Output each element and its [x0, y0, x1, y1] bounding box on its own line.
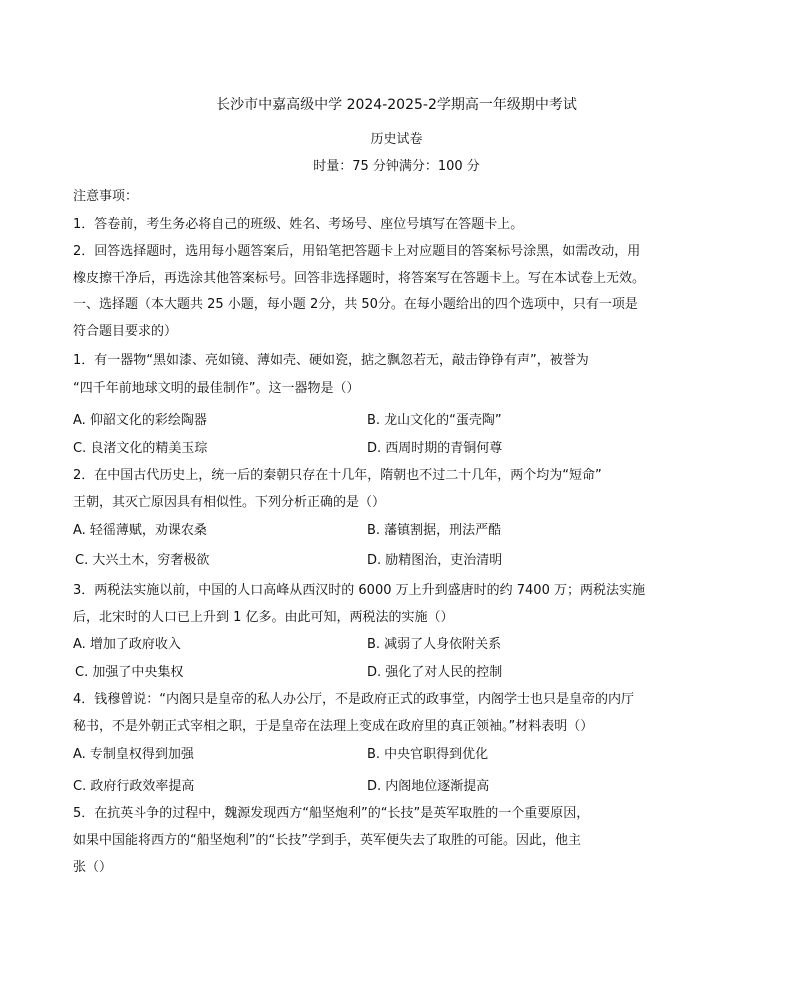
question-1-stem-line-1: 1．有一器物“黑如漆、亮如镜、薄如壳、硬如瓷，掂之飘忽若无，敲击铮铮有声”，被誉为 [73, 353, 589, 368]
question-2-stem-line-1: 2．在中国古代历史上，统一后的秦朝只存在十几年，隋朝也不过二十几年，两个均为“短命” [73, 468, 602, 483]
exam-subject: 历史试卷 [370, 132, 423, 147]
question-1-stem-line-2: “四千年前地球文明的最佳制作”。这一器物是（） [73, 381, 360, 396]
question-4-stem-line-2: 秘书，不是外朝正式宰相之职，于是皇帝在法理上变成在政府里的真正领袖。”材料表明（） [73, 719, 594, 734]
question-2-option-b: B. 藩镇割据，刑法严酷 [367, 523, 502, 538]
question-1-option-d: D. 西周时期的青铜何尊 [367, 441, 503, 456]
note-item-1: 1．答卷前，考生务必将自己的班级、姓名、考场号、座位号填写在答题卡上。 [73, 217, 524, 232]
notes-heading: 注意事项： [73, 189, 139, 204]
question-4-option-c: C. 政府行政效率提高 [73, 779, 195, 794]
exam-time-score: 时量：75 分钟满分：100 分 [313, 159, 480, 174]
question-4-option-d: D. 内阁地位逐渐提高 [367, 779, 490, 794]
question-3-stem-line-2: 后，北宋时的人口已上升到 1 亿多。由此可知，两税法的实施（） [73, 610, 454, 625]
question-1-option-b: B. 龙山文化的“蛋壳陶” [367, 413, 502, 428]
question-1-option-c: C. 良渚文化的精美玉琮 [73, 441, 208, 456]
question-5-stem-line-1: 5．在抗英斗争的过程中，魏源发现西方“船坚炮利”的“长技”是英军取胜的一个重要原因， [73, 806, 590, 821]
question-2-stem-line-2: 王朝，其灭亡原因具有相似性。下列分析正确的是（） [73, 495, 386, 510]
question-3-option-a: A. 增加了政府收入 [73, 637, 181, 652]
question-2-option-d: D. 励精图治，吏治清明 [367, 553, 503, 568]
note-item-2-line-2: 橡皮擦干净后，再选涂其他答案标号。回答非选择题时，将答案写在答题卡上。写在本试卷上无效。 [73, 271, 646, 286]
question-3-option-c: C. 加强了中央集权 [75, 665, 184, 680]
question-5-stem-line-3: 张（） [73, 860, 113, 875]
question-5-stem-line-2: 如果中国能将西方的“船坚炮利”的“长技”学到手，英军便失去了取胜的可能。因此，他主 [73, 833, 581, 848]
exam-title: 长沙市中嘉高级中学 2024-2025-2学期高一年级期中考试 [216, 97, 577, 113]
section-heading-line-1: 一、选择题（本大题共 25 小题，每小题 2分，共 50分。在每小题给出的四个选项中，只有一项是 [73, 297, 638, 312]
question-2-option-c: C. 大兴土木，穷奢极欲 [75, 553, 210, 568]
question-4-stem-line-1: 4．钱穆曾说：“内阁只是皇帝的私人办公厅，不是政府正式的政事堂，内阁学士也只是皇帝的内厅 [73, 692, 635, 707]
question-3-stem-line-1: 3．两税法实施以前，中国的人口高峰从西汉时的 6000 万上升到盛唐时的约 7400 万；两税法实施 [73, 583, 645, 598]
question-4-option-b: B. 中央官职得到优化 [367, 747, 489, 762]
question-2-option-a: A. 轻徭薄赋，劝课农桑 [73, 523, 207, 538]
question-1-option-a: A. 仰韶文化的彩绘陶器 [73, 413, 207, 428]
question-3-option-d: D. 强化了对人民的控制 [367, 665, 503, 680]
note-item-2-line-1: 2．回答选择题时，选用每小题答案后，用铅笔把答题卡上对应题目的答案标号涂黑，如需改动，用 [73, 244, 641, 259]
section-heading-line-2: 符合题目要求的） [73, 324, 178, 339]
question-4-option-a: A. 专制皇权得到加强 [73, 747, 194, 762]
question-3-option-b: B. 减弱了人身依附关系 [367, 637, 502, 652]
